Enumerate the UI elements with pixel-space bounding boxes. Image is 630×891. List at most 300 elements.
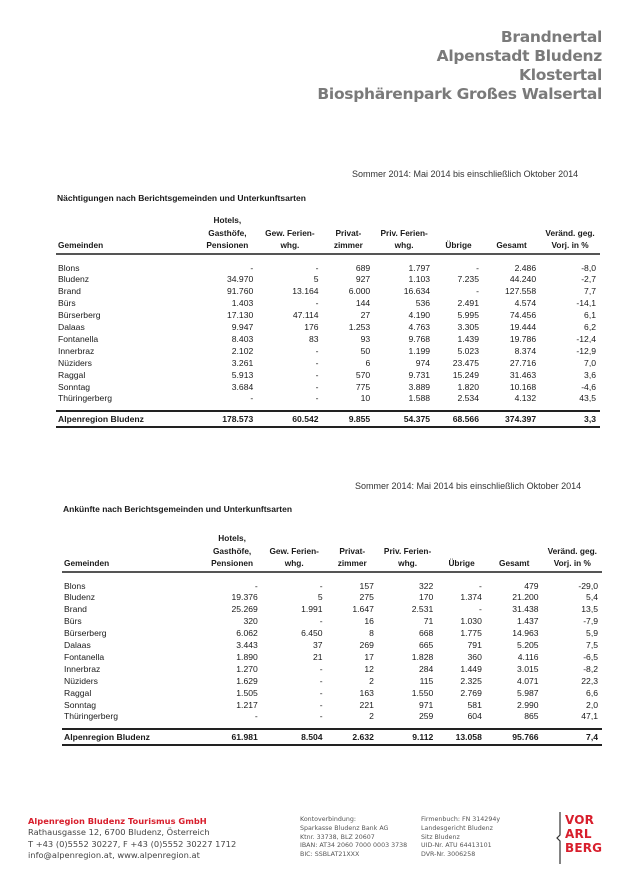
value-cell: 13,5 — [581, 604, 598, 615]
value-cell: 74.456 — [509, 310, 537, 321]
company-address: Rathausgasse 12, 6700 Bludenz, Österreich — [28, 827, 210, 838]
value-cell: 1.403 — [231, 298, 254, 309]
value-cell: 2 — [369, 675, 374, 686]
value-cell: - — [319, 616, 323, 627]
col-privatzimmer — [327, 532, 378, 572]
register-line: Landesgericht Bludenz — [421, 824, 493, 832]
value-cell: 19.786 — [509, 333, 537, 344]
value-cell: 163 — [359, 687, 374, 698]
value-cell: 5 — [313, 274, 319, 285]
total-value: 7,4 — [543, 729, 602, 745]
municipality-name: Bludenz — [58, 274, 90, 285]
value-cell: - — [315, 381, 319, 392]
col-gesamt — [483, 214, 540, 254]
register-line: UID-Nr. ATU 64413101 — [421, 842, 492, 850]
header-row — [56, 214, 600, 254]
value-cell: 127.558 — [505, 286, 537, 297]
value-cell: 6,1 — [584, 310, 596, 321]
value-cell: 581 — [467, 699, 482, 710]
value-cell: 157 — [359, 580, 374, 591]
col-priv-ferienwhg-line: whg. — [394, 240, 414, 250]
overnights-table — [56, 214, 600, 428]
value-cell: 791 — [467, 640, 482, 651]
municipality-name: Brand — [58, 286, 81, 297]
value-cell: 12 — [364, 663, 374, 674]
total-row — [62, 729, 602, 745]
value-cell: 4.190 — [408, 310, 431, 321]
municipality-name: Fontanella — [64, 651, 105, 662]
municipality-name: Blons — [58, 262, 80, 273]
value-cell: 22,3 — [581, 675, 598, 686]
col-gemeinden-line: Gemeinden — [64, 558, 110, 568]
spacer-cell — [483, 254, 540, 263]
value-cell: - — [476, 286, 479, 297]
total-value: 3,3 — [540, 411, 600, 427]
col-uebrige — [434, 214, 483, 254]
value-cell: 15.249 — [452, 369, 479, 380]
value-cell: 2.990 — [517, 699, 539, 710]
period-label: Sommer 2014: Mai 2014 bis einschließlich Oktober 2014 — [352, 169, 579, 179]
value-cell: 8.403 — [231, 333, 254, 344]
value-cell: 1.647 — [352, 604, 374, 615]
col-gemeinden-line: Gemeinden — [58, 240, 104, 250]
municipality-name: Thüringerberg — [64, 711, 118, 722]
value-cell: 47.114 — [292, 310, 319, 321]
value-cell: - — [319, 675, 323, 686]
value-cell: 1.253 — [348, 322, 371, 333]
value-cell: 322 — [418, 580, 434, 591]
col-privatzimmer-line: zimmer — [333, 240, 363, 250]
value-cell: 5.995 — [457, 310, 479, 321]
spacer-cell — [202, 572, 261, 581]
value-cell: 284 — [418, 663, 434, 674]
total-row — [56, 411, 600, 427]
brand-line: Klostertal — [519, 66, 602, 84]
table-row — [56, 310, 600, 322]
total-label: Alpenregion Bludenz — [62, 729, 202, 745]
value-cell: 6,6 — [586, 687, 598, 698]
col-veraenderung — [543, 532, 602, 572]
value-cell: 3.684 — [231, 381, 254, 392]
municipality-name: Raggal — [58, 369, 86, 380]
value-cell: 665 — [418, 640, 434, 651]
col-hotels-line: Hotels, — [213, 215, 242, 225]
company-name: Alpenregion Bludenz Tourismus GmbH — [28, 816, 207, 826]
col-gemeinden — [56, 214, 197, 254]
value-cell: 1.820 — [457, 381, 479, 392]
spacer-cell — [197, 254, 257, 263]
table-row — [56, 334, 600, 346]
table-row — [56, 286, 600, 298]
value-cell: 5.987 — [517, 687, 539, 698]
total-value: 374.397 — [483, 411, 540, 427]
municipality-name: Thüringerberg — [58, 393, 112, 404]
table-row — [56, 358, 600, 370]
value-cell: -8,0 — [581, 262, 596, 273]
value-cell: 21 — [313, 651, 323, 662]
table-row — [56, 274, 600, 286]
table-header — [62, 532, 602, 572]
value-cell: - — [479, 604, 482, 615]
spacer-row — [62, 572, 602, 581]
spacer-cell — [543, 572, 602, 581]
col-priv-ferienwhg — [374, 214, 434, 254]
total-value: 60.542 — [257, 411, 322, 427]
value-cell: -2,7 — [581, 274, 596, 285]
col-hotels-line: Gasthöfe, — [212, 545, 252, 556]
bank-line: Sparkasse Bludenz Bank AG — [300, 824, 389, 832]
municipality-name: Fontanella — [58, 333, 99, 344]
table-row — [56, 382, 600, 394]
value-cell: 5,9 — [586, 628, 598, 639]
col-uebrige — [437, 532, 486, 572]
col-uebrige-line: Übrige — [445, 240, 472, 250]
value-cell: 23.475 — [452, 357, 479, 368]
company-web-link[interactable]: info@alpenregion.at, www.alpenregion.at — [28, 849, 200, 860]
value-cell: - — [315, 262, 319, 273]
value-cell: 1.890 — [236, 651, 258, 662]
footer-company-info — [28, 816, 236, 861]
value-cell: 2.531 — [411, 604, 434, 615]
value-cell: 10 — [360, 393, 371, 404]
value-cell: - — [315, 345, 319, 356]
brand-regions — [317, 28, 602, 104]
brand-line: Biosphärenpark Großes Walsertal — [317, 85, 602, 103]
municipality-name: Raggal — [64, 687, 92, 698]
spacer-cell — [262, 572, 327, 581]
col-gesamt-line: Gesamt — [499, 558, 530, 568]
value-cell: 5.205 — [517, 640, 539, 651]
municipality-name: Innerbraz — [64, 663, 101, 674]
municipality-name: Nüziders — [58, 357, 92, 368]
logo-line: VOR — [565, 813, 595, 827]
register-line: Firmenbuch: FN 314294y — [421, 816, 501, 823]
col-gew-ferienwhg-line: whg. — [284, 558, 304, 568]
value-cell: 115 — [419, 675, 434, 686]
table-row — [62, 676, 602, 688]
value-cell: 4.071 — [517, 675, 539, 686]
value-cell: 3.443 — [236, 640, 258, 651]
value-cell: 3.261 — [231, 357, 254, 368]
table-row — [56, 346, 600, 358]
value-cell: 4.763 — [408, 322, 431, 333]
table-row — [62, 581, 602, 593]
col-hotels-line: Hotels, — [218, 533, 246, 543]
value-cell: 93 — [360, 333, 371, 344]
value-cell: - — [250, 393, 254, 404]
value-cell: 7,7 — [584, 286, 596, 297]
table-row — [56, 298, 600, 310]
value-cell: 9.731 — [408, 369, 431, 380]
value-cell: 6,2 — [584, 322, 596, 333]
value-cell: 9.947 — [231, 322, 254, 333]
value-cell: 7,5 — [586, 640, 598, 651]
value-cell: 4.116 — [517, 651, 539, 662]
value-cell: 37 — [313, 640, 323, 651]
col-uebrige-line: Übrige — [448, 558, 475, 568]
value-cell: 50 — [360, 345, 371, 356]
spacer-cell — [434, 254, 483, 263]
value-cell: 25.269 — [231, 604, 258, 615]
value-cell: 91.760 — [226, 286, 254, 297]
col-privatzimmer-line: Privat- — [335, 227, 362, 238]
value-cell: - — [319, 711, 323, 722]
value-cell: 14.963 — [512, 628, 539, 639]
value-cell: 1.439 — [457, 333, 479, 344]
company-phone: T +43 (0)5552 30227, F +43 (0)5552 30227 1712 — [28, 838, 237, 849]
col-privatzimmer-line: Privat- — [339, 545, 366, 556]
footer-bank-info — [300, 816, 407, 860]
municipality-name: Dalaas — [58, 322, 85, 333]
value-cell: 1.828 — [411, 651, 434, 662]
value-cell: 6.062 — [236, 628, 258, 639]
table-row — [62, 652, 602, 664]
value-cell: 83 — [308, 333, 319, 344]
municipality-name: Sonntag — [64, 699, 97, 710]
value-cell: - — [315, 298, 319, 309]
value-cell: 320 — [243, 616, 258, 627]
spacer-cell — [62, 572, 202, 581]
value-cell: - — [315, 369, 319, 380]
col-gesamt — [486, 532, 543, 572]
value-cell: 689 — [355, 262, 371, 273]
arrivals-table — [62, 532, 602, 746]
total-value: 61.981 — [202, 729, 261, 745]
col-gew-ferienwhg-line: Gew. Ferien- — [269, 545, 319, 556]
value-cell: 176 — [304, 322, 319, 333]
spacer-cell — [56, 254, 197, 263]
bank-line: BIC: SSBLAT21XXX — [300, 851, 360, 859]
value-cell: 221 — [359, 699, 374, 710]
col-priv-ferienwhg-line: Priv. Ferien- — [383, 545, 432, 556]
col-gew-ferienwhg — [257, 214, 322, 254]
value-cell: 16 — [364, 616, 374, 627]
value-cell: 27.716 — [509, 357, 537, 368]
value-cell: 927 — [355, 274, 371, 285]
value-cell: 1.629 — [236, 675, 258, 686]
spacer-cell — [378, 572, 437, 581]
value-cell: - — [315, 357, 319, 368]
register-line: Sitz Bludenz — [421, 833, 460, 841]
value-cell: 8 — [369, 628, 374, 639]
col-gew-ferienwhg-line: Gew. Ferien- — [265, 227, 315, 238]
municipality-name: Bürs — [64, 616, 82, 627]
spacer-cell — [374, 254, 434, 263]
value-cell: 1.797 — [408, 262, 431, 273]
table-row — [62, 688, 602, 700]
col-hotels — [202, 532, 261, 572]
municipality-name: Bludenz — [64, 592, 96, 603]
value-cell: 1.270 — [236, 663, 258, 674]
value-cell: 144 — [355, 298, 371, 309]
value-cell: 971 — [418, 699, 434, 710]
total-value: 95.766 — [486, 729, 543, 745]
value-cell: 2.325 — [460, 675, 482, 686]
col-privatzimmer-line: zimmer — [337, 558, 367, 568]
value-cell: 1.374 — [460, 592, 482, 603]
value-cell: 47,1 — [581, 711, 598, 722]
value-cell: 3.015 — [517, 663, 539, 674]
table-header — [56, 214, 600, 254]
value-cell: 31.463 — [509, 369, 537, 380]
total-value: 8.504 — [262, 729, 327, 745]
value-cell: 31.438 — [512, 604, 539, 615]
logo-line: BERG — [565, 841, 603, 855]
value-cell: 6.450 — [301, 628, 323, 639]
value-cell: 6.000 — [348, 286, 371, 297]
value-cell: 5.913 — [231, 369, 254, 380]
table-title-overnights: Nächtigungen nach Berichtsgemeinden und Unterkunftsarten — [57, 193, 306, 203]
bank-line: Ktnr. 33738, BLZ 20607 — [300, 833, 375, 841]
bank-line: Kontoverbindung: — [300, 816, 357, 823]
brand-line: Brandnertal — [500, 28, 602, 46]
value-cell: - — [319, 687, 323, 698]
value-cell: 17 — [364, 651, 374, 662]
value-cell: 1.030 — [460, 616, 482, 627]
spacer-cell — [257, 254, 322, 263]
municipality-name: Dalaas — [64, 640, 91, 651]
value-cell: 13.164 — [292, 286, 319, 297]
value-cell: 8.374 — [514, 345, 537, 356]
value-cell: 2.102 — [231, 345, 254, 356]
table-row — [62, 664, 602, 676]
value-cell: - — [254, 580, 258, 591]
value-cell: 17.130 — [226, 310, 254, 321]
col-priv-ferienwhg — [378, 532, 437, 572]
col-privatzimmer — [323, 214, 375, 254]
value-cell: 6 — [365, 357, 371, 368]
table-row — [62, 711, 602, 723]
value-cell: 2,0 — [586, 699, 598, 710]
value-cell: 604 — [467, 711, 482, 722]
value-cell: 360 — [467, 651, 482, 662]
value-cell: 16.634 — [403, 286, 431, 297]
value-cell: 5,4 — [586, 592, 598, 603]
logo-line: ARL — [565, 827, 592, 841]
total-value: 68.566 — [434, 411, 483, 427]
col-veraenderung-line: Vorj. in % — [553, 558, 591, 568]
spacer-cell — [540, 254, 600, 263]
value-cell: -12,9 — [576, 345, 596, 356]
value-cell: -7,9 — [583, 616, 598, 627]
logo-bracket-icon — [555, 812, 563, 864]
value-cell: 2.491 — [457, 298, 479, 309]
value-cell: 536 — [415, 298, 431, 309]
vorarlberg-logo — [555, 812, 615, 864]
value-cell: 27 — [360, 310, 371, 321]
col-priv-ferienwhg-line: Priv. Ferien- — [380, 227, 428, 238]
value-cell: 1.505 — [236, 687, 258, 698]
value-cell: 4.132 — [514, 393, 537, 404]
municipality-name: Brand — [64, 604, 87, 615]
value-cell: 43,5 — [579, 393, 596, 404]
total-value: 2.632 — [327, 729, 378, 745]
register-line: DVR-Nr. 3006258 — [421, 851, 476, 859]
value-cell: 3.889 — [408, 381, 431, 392]
spacer-cell — [437, 572, 486, 581]
bank-line: IBAN: AT34 2060 7000 0003 3738 — [300, 842, 408, 850]
value-cell: 2.486 — [514, 262, 537, 273]
value-cell: 2 — [369, 711, 374, 722]
value-cell: 1.550 — [411, 687, 434, 698]
col-veraenderung — [540, 214, 600, 254]
value-cell: -8,2 — [583, 663, 598, 674]
col-hotels-line: Pensionen — [211, 558, 254, 568]
value-cell: 19.376 — [231, 592, 258, 603]
total-value: 9.855 — [323, 411, 375, 427]
municipality-name: Bürserberg — [64, 628, 107, 639]
value-cell: 19.444 — [509, 322, 537, 333]
value-cell: 775 — [355, 381, 371, 392]
value-cell: 1.991 — [301, 604, 323, 615]
header-row — [62, 532, 602, 572]
table-row — [62, 700, 602, 712]
value-cell: 34.970 — [226, 274, 254, 285]
table-row — [62, 604, 602, 616]
value-cell: 10.168 — [509, 381, 537, 392]
spacer-cell — [327, 572, 378, 581]
col-hotels-line: Gasthöfe, — [208, 227, 247, 238]
value-cell: - — [319, 580, 323, 591]
logo-text — [565, 813, 602, 855]
value-cell: 570 — [355, 369, 371, 380]
value-cell: -6,5 — [583, 651, 598, 662]
municipality-name: Bürserberg — [58, 310, 101, 321]
municipality-name: Innerbraz — [58, 345, 95, 356]
col-veraenderung-line: Vorj. in % — [551, 240, 589, 250]
footer-register-info — [421, 816, 500, 860]
value-cell: 865 — [524, 711, 539, 722]
col-veraenderung-line: Veränd. geg. — [547, 545, 597, 556]
value-cell: 1.103 — [408, 274, 431, 285]
spacer-cell — [486, 572, 543, 581]
value-cell: 1.449 — [460, 663, 482, 674]
value-cell: - — [254, 711, 258, 722]
period-label: Sommer 2014: Mai 2014 bis einschließlich Oktober 2014 — [355, 481, 582, 491]
col-gew-ferienwhg-line: whg. — [280, 240, 300, 250]
value-cell: 4.574 — [514, 298, 537, 309]
total-value: 13.058 — [437, 729, 486, 745]
table-row — [62, 592, 602, 604]
table-row — [56, 263, 600, 275]
total-value: 54.375 — [374, 411, 434, 427]
col-gemeinden — [62, 532, 202, 572]
value-cell: -14,1 — [576, 298, 596, 309]
value-cell: - — [476, 262, 479, 273]
table-row — [56, 393, 600, 405]
col-hotels — [197, 214, 257, 254]
value-cell: 974 — [415, 357, 431, 368]
value-cell: -29,0 — [578, 580, 598, 591]
value-cell: 3,6 — [584, 369, 596, 380]
brand-line: Alpenstadt Bludenz — [436, 47, 602, 65]
table-row — [56, 370, 600, 382]
value-cell: 170 — [418, 592, 434, 603]
table-body — [56, 254, 600, 428]
value-cell: 1.217 — [236, 699, 258, 710]
table-row — [62, 640, 602, 652]
value-cell: 9.768 — [408, 333, 431, 344]
value-cell: -4,6 — [581, 381, 596, 392]
value-cell: - — [479, 580, 482, 591]
table-row — [56, 322, 600, 334]
col-priv-ferienwhg-line: whg. — [398, 558, 418, 568]
value-cell: 668 — [418, 628, 434, 639]
value-cell: 5.023 — [457, 345, 479, 356]
spacer-cell — [323, 254, 375, 263]
total-label: Alpenregion Bludenz — [56, 411, 197, 427]
value-cell: 44.240 — [509, 274, 537, 285]
